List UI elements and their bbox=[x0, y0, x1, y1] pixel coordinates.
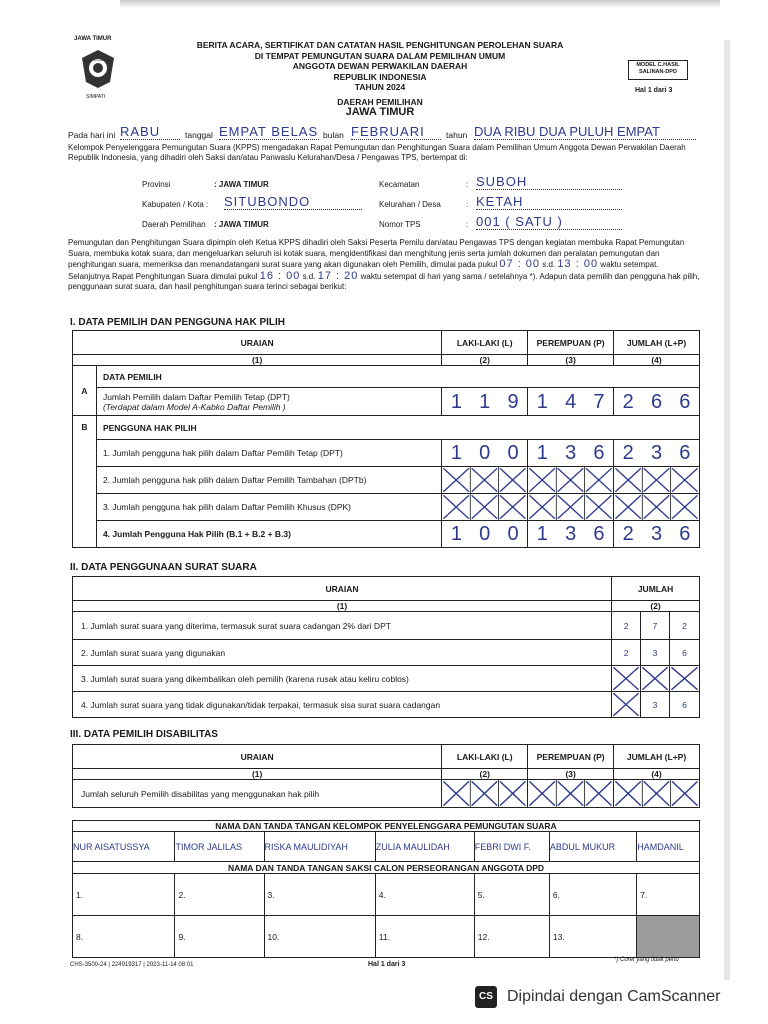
digit: 6 bbox=[650, 390, 663, 413]
page-indicator: Hal 1 dari 3 bbox=[635, 87, 673, 94]
digit: 6 bbox=[593, 523, 605, 545]
cross-mark bbox=[528, 467, 613, 493]
section3-title: III. DATA PEMILIH DISABILITAS bbox=[70, 729, 218, 740]
month-prefix: bulan bbox=[323, 130, 344, 140]
digit: 0 bbox=[479, 442, 491, 464]
kelurahan-colon: : bbox=[466, 200, 469, 209]
s3-header-uraian: URAIAN bbox=[73, 745, 442, 769]
cross-mark bbox=[612, 666, 640, 691]
section3-table bbox=[72, 744, 700, 808]
header-block bbox=[190, 40, 570, 118]
s1-a-row-line2: (Terdapat dalam Model A-Kabko Daftar Pemilih ) bbox=[102, 401, 286, 412]
cross-mark bbox=[528, 780, 613, 807]
s2-row1-label: 1. Jumlah surat suara yang diterima, termasuk surat suara cadangan 2% dari DPT bbox=[73, 612, 612, 640]
s1-header-lp: JUMLAH (L+P) bbox=[614, 331, 700, 355]
digit: 6 bbox=[593, 442, 605, 464]
logo-bottom-text: SIMPATI bbox=[86, 94, 106, 100]
kabupaten-label: Kabupaten / Kota : bbox=[142, 200, 209, 209]
section2-title: II. DATA PENGGUNAAN SURAT SUARA bbox=[70, 562, 257, 573]
header-line-1: BERITA ACARA, SERTIFIKAT DAN CATATAN HASIL PENGHITUNGAN PEROLEHAN SUARA bbox=[196, 40, 564, 50]
day-value: RABU bbox=[120, 124, 180, 140]
s3-num-2: (2) bbox=[442, 769, 528, 780]
model-box: MODEL C.HASIL SALINAN-DPD bbox=[628, 60, 688, 80]
s2-row4-d3: 6 bbox=[670, 692, 700, 718]
region-label: DAERAH PEMILIHAN bbox=[337, 96, 423, 107]
cross-mark bbox=[612, 692, 640, 717]
saksi-slot-shaded bbox=[637, 916, 700, 958]
s1-header-p: PEREMPUAN (P) bbox=[528, 331, 614, 355]
saksi-slot-12: 12. bbox=[474, 916, 549, 958]
sd-1: s.d. bbox=[542, 260, 556, 269]
cross-mark bbox=[670, 666, 699, 691]
logo-banner: KOMISI PEMILIHAN UMUM bbox=[85, 60, 111, 62]
saksi-slot-3: 3. bbox=[264, 874, 375, 916]
kpps-signature-5: FEBRI DWI F. bbox=[474, 832, 549, 862]
s1-b1-lp bbox=[614, 440, 700, 467]
garuda-icon bbox=[78, 48, 118, 90]
s1-b1-p bbox=[528, 440, 614, 467]
cross-mark bbox=[614, 780, 699, 807]
crossed-cell bbox=[670, 666, 700, 692]
procedure-text-1-end: waktu setempat. bbox=[600, 260, 659, 269]
s2-num-1: (1) bbox=[73, 601, 612, 612]
digit: 2 bbox=[622, 442, 634, 464]
footer-center: Hal 1 dari 3 bbox=[368, 961, 406, 968]
procedure-text-2b: waktu setempat di hari yang sama / setelahnya *). Adapun data pemilih dan pengguna hak pilih, penggunaan surat suara, dan hasil penghitungan suara terinci sebagai berikut: bbox=[68, 271, 700, 291]
date-value: EMPAT BELAS bbox=[219, 124, 319, 139]
s1-num-4: (4) bbox=[614, 355, 700, 366]
s1-num-1: (1) bbox=[73, 355, 442, 366]
provinsi-label: Provinsi bbox=[142, 180, 171, 189]
s2-row1-d2: 7 bbox=[641, 612, 670, 640]
crossed-cell bbox=[442, 467, 528, 494]
s1-b4-label: 4. Jumlah Pengguna Hak Pilih (B.1 + B.2 + B.3) bbox=[96, 521, 441, 548]
s2-row3-label bbox=[73, 666, 612, 692]
day-prefix: Pada hari ini bbox=[68, 130, 116, 140]
s1-header-l: LAKI-LAKI (L) bbox=[442, 331, 528, 355]
crossed-cell bbox=[442, 494, 528, 521]
s1-b1-l bbox=[442, 440, 528, 467]
s2-row1-d1: 2 bbox=[612, 612, 641, 640]
section1-table bbox=[72, 330, 700, 548]
crossed-cell bbox=[614, 467, 700, 494]
digit: 6 bbox=[679, 523, 691, 545]
s3-num-4: (4) bbox=[614, 769, 700, 780]
s1-b-letter: B bbox=[73, 416, 97, 548]
crossed-cell bbox=[442, 780, 528, 808]
logo-top-text: JAWA TIMUR bbox=[74, 36, 112, 42]
s1-b-title: PENGGUNA HAK PILIH bbox=[96, 416, 699, 440]
digit: 1 bbox=[536, 523, 548, 545]
cross-mark bbox=[442, 467, 527, 493]
kecamatan-label: Kecamatan bbox=[379, 180, 420, 189]
digit: 3 bbox=[565, 523, 577, 545]
kecamatan-value: SUBOH bbox=[476, 174, 622, 190]
cross-mark bbox=[442, 494, 527, 520]
s2-row2-d3: 6 bbox=[670, 640, 700, 666]
saksi-slot-11: 11. bbox=[375, 916, 474, 958]
section1-title: I. DATA PEMILIH DAN PENGGUNA HAK PILIH bbox=[70, 317, 285, 328]
digit: 1 bbox=[450, 442, 462, 464]
month-value: FEBRUARI bbox=[351, 124, 441, 140]
digit: 3 bbox=[650, 442, 663, 464]
crossed-cell bbox=[528, 467, 614, 494]
provinsi-value: : JAWA TIMUR bbox=[214, 180, 269, 189]
saksi-slot-7: 7. bbox=[637, 874, 700, 916]
digit: 3 bbox=[565, 442, 577, 464]
s1-b2-label: 2. Jumlah pengguna hak pilih dalam Daftar Pemilih Tambahan (DPTb) bbox=[96, 467, 441, 494]
s2-row3-text: 3. Jumlah surat suara yang dikembalikan oleh pemilih (karena rusak atau keliru coblos) bbox=[81, 673, 409, 684]
s1-a-letter: A bbox=[73, 366, 97, 416]
s1-header-uraian: URAIAN bbox=[73, 331, 442, 355]
tps-value: 001 ( SATU ) bbox=[476, 214, 622, 230]
s2-row2-d2: 3 bbox=[641, 640, 670, 666]
digit: 1 bbox=[450, 523, 462, 545]
s3-row-label: Jumlah seluruh Pemilih disabilitas yang menggunakan hak pilih bbox=[73, 780, 442, 808]
digit: 6 bbox=[679, 442, 691, 464]
kpps-title: NAMA DAN TANDA TANGAN KELOMPOK PENYELENGGARA PEMUNGUTAN SUARA bbox=[73, 821, 700, 832]
s2-header-uraian: URAIAN bbox=[73, 577, 612, 601]
s2-row4-d2: 3 bbox=[641, 692, 670, 718]
end-time: 13 : 00 bbox=[557, 258, 599, 270]
region-name: JAWA TIMUR bbox=[345, 106, 415, 118]
section2-table bbox=[72, 576, 700, 718]
s1-b3-label: 3. Jumlah pengguna hak pilih dalam Daftar Pemilih Khusus (DPK) bbox=[96, 494, 441, 521]
crossed-cell bbox=[612, 692, 641, 718]
s1-num-3: (3) bbox=[528, 355, 614, 366]
crossed-cell bbox=[614, 494, 700, 521]
s3-header-lp: JUMLAH (L+P) bbox=[614, 745, 700, 769]
s1-b4-lp bbox=[614, 521, 700, 548]
s1-b4-p bbox=[528, 521, 614, 548]
camscanner-icon: CS bbox=[475, 986, 497, 1008]
kpps-signature-6: ABDUL MUKUR bbox=[549, 832, 636, 862]
s2-row4-label: 4. Jumlah surat suara yang tidak digunakan/tidak terpakai, termasuk sisa surat suara cadangan bbox=[73, 692, 612, 718]
cross-mark bbox=[528, 494, 613, 520]
dapil-value: : JAWA TIMUR bbox=[214, 220, 269, 229]
s3-header-l: LAKI-LAKI (L) bbox=[442, 745, 528, 769]
s2-row2-d1: 2 bbox=[612, 640, 641, 666]
signature-table bbox=[72, 820, 700, 958]
s1-a-title: DATA PEMILIH bbox=[96, 366, 699, 388]
digit: 7 bbox=[593, 390, 605, 413]
digit: 1 bbox=[536, 390, 548, 413]
scan-top-edge bbox=[120, 0, 720, 8]
s2-num-2: (2) bbox=[612, 601, 700, 612]
header-line-5: TAHUN 2024 bbox=[354, 82, 406, 92]
camscanner-watermark bbox=[475, 982, 768, 1012]
saksi-slot-2: 2. bbox=[175, 874, 264, 916]
s3-num-3: (3) bbox=[528, 769, 614, 780]
year-value: DUA RIBU DUA PULUH EMPAT bbox=[474, 124, 696, 140]
crossed-cell bbox=[614, 780, 700, 808]
footer-right: *) Coret yang tidak perlu bbox=[614, 957, 679, 963]
saksi-slot-6: 6. bbox=[549, 874, 636, 916]
digit: 3 bbox=[650, 523, 663, 545]
saksi-slot-4: 4. bbox=[375, 874, 474, 916]
kpu-logo bbox=[68, 36, 128, 104]
crossed-cell bbox=[528, 780, 614, 808]
digit: 6 bbox=[679, 390, 691, 413]
dapil-label: Daerah Pemilihan bbox=[142, 220, 206, 229]
count-end-time: 17 : 20 bbox=[317, 269, 359, 282]
digit: 9 bbox=[507, 390, 519, 413]
camscanner-label: Dipindai dengan CamScanner bbox=[507, 988, 721, 1005]
kelurahan-label: Kelurahan / Desa bbox=[379, 200, 441, 209]
count-start-time: 16 : 00 bbox=[259, 269, 301, 282]
saksi-slot-10: 10. bbox=[264, 916, 375, 958]
sd-2: s.d. bbox=[302, 271, 316, 281]
s2-header-jumlah: JUMLAH bbox=[612, 577, 700, 601]
crossed-cell bbox=[528, 494, 614, 521]
date-prefix: tanggal bbox=[185, 130, 213, 140]
scan-right-edge bbox=[724, 40, 730, 980]
tps-label: Nomor TPS bbox=[379, 220, 421, 229]
kpps-signature-3: RISKA MAULIDIYAH bbox=[264, 832, 375, 862]
saksi-slot-5: 5. bbox=[474, 874, 549, 916]
s1-a-l bbox=[442, 388, 528, 416]
saksi-slot-1: 1. bbox=[73, 874, 175, 916]
kecamatan-colon: : bbox=[466, 180, 469, 189]
location-block bbox=[142, 172, 642, 232]
s1-b1-label: 1. Jumlah pengguna hak pilih dalam Daftar Pemilih Tetap (DPT) bbox=[96, 440, 441, 467]
cross-mark bbox=[641, 666, 669, 691]
header-line-2: DI TEMPAT PEMUNGUTAN SUARA DALAM PEMILIHAN UMUM bbox=[254, 50, 506, 61]
opening-text: Kelompok Penyelenggara Pemungutan Suara (KPPS) mengadakan Rapat Pemungutan dan Penghitungan Suara dalam Pemilihan Umum Anggota Dewan Perwakilan Daerah Republik Indonesia, yang dihadiri oleh Saksi dan/atau Panwaslu Kelurahan/Desa / Pengawas TPS, bertempat di: bbox=[68, 143, 686, 162]
s1-a-p bbox=[528, 388, 614, 416]
digit: 0 bbox=[507, 523, 519, 545]
cross-mark bbox=[614, 467, 699, 493]
kelurahan-value: KETAH bbox=[476, 194, 622, 210]
s1-num-2: (2) bbox=[442, 355, 528, 366]
digit: 2 bbox=[622, 523, 634, 545]
digit: 4 bbox=[565, 390, 577, 413]
digit: 0 bbox=[507, 442, 519, 464]
footer-left: CHS-3500-24 | 224919317 | 2023-11-14 08:01 bbox=[70, 962, 194, 968]
saksi-title: NAMA DAN TANDA TANGAN SAKSI CALON PERSEORANGAN ANGGOTA DPD bbox=[73, 862, 700, 874]
procedure-text-1: Pemungutan dan Penghitungan Suara dipimpin oleh Ketua KPPS dihadiri oleh Saksi Peserta Pemilu dan/atau Pengawas TPS dengan kegiatan membuka Rapat Pemungutan Suara, membuka kotak suara, dan mengeluarkan seluruh isi kotak suara, mengidentifikasi dan menghitung jenis serta jumlah dokumen dan peralatan pemungutan dan penghitungan suara, memeriksa dan menandatangani surat suara yang akan digunakan oleh Pemilih, dimulai pada pukul bbox=[68, 238, 685, 269]
start-time: 07 : 00 bbox=[499, 258, 541, 270]
procedure-block bbox=[68, 238, 700, 293]
s2-row2-label: 2. Jumlah surat suara yang digunakan bbox=[73, 640, 612, 666]
cross-mark bbox=[614, 494, 699, 520]
year-prefix: tahun bbox=[446, 130, 468, 140]
s3-header-p: PEREMPUAN (P) bbox=[528, 745, 614, 769]
s2-row1-d3: 2 bbox=[670, 612, 700, 640]
saksi-slot-9: 9. bbox=[175, 916, 264, 958]
kpps-signature-7: HAMDANIL bbox=[637, 832, 700, 862]
cross-mark bbox=[442, 780, 527, 807]
header-line-4: REPUBLIK INDONESIA bbox=[333, 71, 427, 82]
saksi-slot-8: 8. bbox=[73, 916, 175, 958]
opening-line bbox=[68, 126, 698, 140]
saksi-slot-13: 13. bbox=[549, 916, 636, 958]
procedure-text-2a: Selanjutnya Rapat Penghitungan Suara dimulai pukul bbox=[68, 271, 258, 281]
digit: 1 bbox=[450, 390, 462, 413]
s1-a-row-label bbox=[96, 388, 441, 416]
s1-a-row-line1: Jumlah Pemilih dalam Daftar Pemilih Tetap (DPT) bbox=[102, 391, 290, 402]
kpps-signature-1: NUR AISATUSSYA bbox=[73, 832, 175, 862]
digit: 2 bbox=[622, 390, 634, 413]
digit: 0 bbox=[479, 523, 491, 545]
header-line-3: ANGGOTA DEWAN PERWAKILAN DAERAH bbox=[292, 61, 468, 71]
kabupaten-value: SITUBONDO bbox=[224, 194, 362, 210]
s1-a-lp bbox=[614, 388, 700, 416]
crossed-cell bbox=[641, 666, 670, 692]
kpps-signature-2: TIMOR JALILAS bbox=[175, 832, 264, 862]
s1-b4-l bbox=[442, 521, 528, 548]
s3-num-1: (1) bbox=[73, 769, 442, 780]
digit: 1 bbox=[536, 442, 548, 464]
tps-colon: : bbox=[466, 220, 469, 229]
crossed-cell bbox=[612, 666, 641, 692]
kpps-signature-4: ZULIA MAULIDAH bbox=[375, 832, 474, 862]
digit: 1 bbox=[479, 390, 491, 413]
